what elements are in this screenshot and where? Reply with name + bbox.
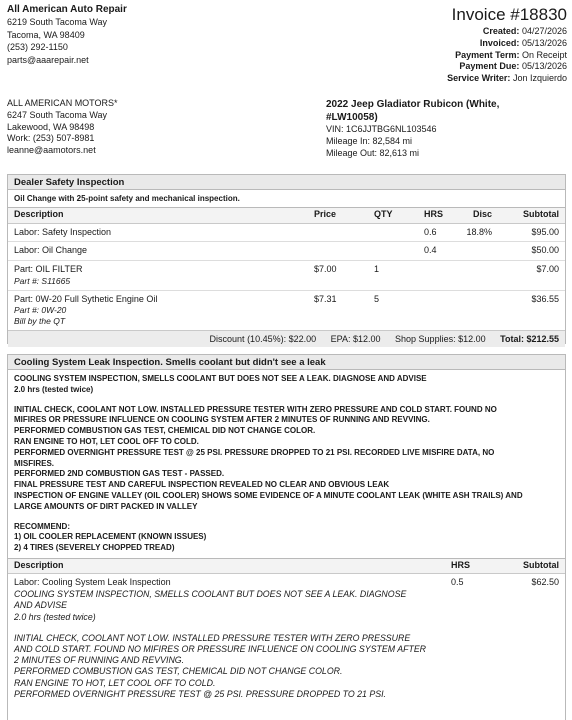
table-row	[8, 242, 565, 261]
col-subtotal: Subtotal	[498, 208, 565, 223]
created-date: 04/27/2026	[521, 26, 567, 36]
row-disc	[458, 242, 498, 261]
desc-line: INITIAL CHECK, COOLANT NOT LOW. INSTALLED PRESSURE TESTER WITH ZERO PRESSURE	[14, 632, 411, 643]
row-qty: 5	[374, 293, 380, 304]
note-line: COOLING SYSTEM INSPECTION, SMELLS COOLANT BUT DOES NOT SEE A LEAK. DIAGNOSE AND ADVISE	[14, 374, 427, 383]
created-label: Created:	[482, 26, 520, 36]
row-subtotal: $95.00	[498, 223, 565, 242]
part-number: Part #: S11665	[14, 275, 71, 286]
desc-line: PERFORMED COMBUSTION GAS TEST, CHEMICAL DID NOT CHANGE COLOR.	[14, 666, 343, 677]
row-hrs: 0.4	[418, 242, 458, 261]
payment-term: On Receipt	[521, 49, 567, 60]
row-hrs	[418, 290, 458, 330]
invoice-meta	[307, 4, 567, 85]
row-hrs: 0.5	[451, 577, 464, 588]
part-name: Part: OIL FILTER	[14, 263, 83, 274]
table-header-row	[8, 559, 565, 574]
row-description	[8, 260, 308, 290]
part-number: Part #: 0W-20	[14, 305, 67, 316]
dealer-safety-inspection-section	[7, 174, 566, 344]
customer-work-phone: Work: (253) 507-8981	[7, 133, 95, 144]
col-price: Price	[308, 208, 368, 223]
note-line: RAN ENGINE TO HOT, LET COOL OFF TO COLD.	[14, 436, 199, 446]
payment-due-row	[307, 61, 567, 73]
note-line: RECOMMEND:	[14, 521, 70, 531]
col-description: Description	[8, 559, 445, 574]
row-qty	[368, 223, 418, 242]
row-description	[8, 290, 308, 330]
section-title: Cooling System Leak Inspection. Smells coolant but didn't see a leak	[8, 355, 565, 370]
note-line: PERFORMED COMBUSTION GAS TEST, CHEMICAL DID NOT CHANGE COLOR.	[14, 426, 316, 436]
desc-line: AND COLD START. FOUND NO MIFIRES OR PRESSURE INFLUENCE ON COOLING SYSTEM AFTER	[14, 643, 427, 654]
desc-line: 2 MINUTES OF RUNNING AND REVVING.	[14, 655, 185, 666]
labor-name: Labor: Cooling System Leak Inspection	[14, 577, 171, 588]
note-line: MIFIRES OR PRESSURE INFLUENCE ON COOLING SYSTEM AFTER 2 MINUTES OF RUNNING AND REVVING.	[14, 415, 430, 425]
row-qty: 1	[368, 260, 418, 290]
payment-term-row	[307, 50, 567, 62]
row-disc	[458, 260, 498, 290]
vehicle-mileage-in: Mileage In: 82,584 mi	[326, 135, 413, 146]
section-note	[8, 370, 565, 559]
row-description: Labor: Oil Change	[8, 242, 308, 261]
table-row	[8, 223, 565, 242]
shop-info	[7, 4, 247, 66]
service-writer: Jon Izquierdo	[512, 73, 567, 84]
row-price	[308, 242, 368, 261]
line-items-table	[8, 208, 565, 330]
col-subtotal: Subtotal	[495, 559, 565, 574]
table-row	[8, 290, 565, 330]
invoice-number: Invoice #18830	[451, 5, 567, 24]
epa-fee: EPA: $12.00	[330, 334, 381, 345]
shop-supplies-fee: Shop Supplies: $12.00	[395, 334, 486, 345]
note-line: INSPECTION OF ENGINE VALLEY (OIL COOLER) SHOWS SOME EVIDENCE OF A MINUTE COOLANT LEAK (WHITE ASH TRAILS) AND	[14, 490, 523, 500]
desc-line: RAN ENGINE TO HOT, LET COOL OFF TO COLD.	[14, 677, 216, 688]
part-name: Part: 0W-20 Full Sythetic Engine Oil	[14, 293, 158, 304]
customer-address-line2: Lakewood, WA 98498	[7, 121, 95, 132]
cooling-system-section	[7, 354, 566, 720]
discount-total: Discount (10.45%): $22.00	[209, 334, 317, 345]
col-hrs: HRS	[418, 208, 458, 223]
row-disc	[458, 290, 498, 330]
shop-address-line2: Tacoma, WA 98409	[7, 29, 85, 40]
section-total: Total: $212.55	[500, 334, 559, 345]
desc-line: PERFORMED OVERNIGHT PRESSURE TEST @ 25 PSI. PRESSURE DROPPED TO 21 PSI.	[14, 688, 386, 699]
row-price: $7.00	[308, 260, 368, 290]
table-row	[8, 574, 565, 703]
note-line: 2.0 hrs (tested twice)	[14, 384, 94, 394]
row-hrs	[418, 260, 458, 290]
vehicle-vin: VIN: 1C6JJTBG6NL103546	[326, 124, 437, 134]
service-writer-label: Service Writer:	[447, 73, 511, 84]
created-row	[307, 26, 567, 38]
col-disc: Disc	[458, 208, 498, 223]
row-description	[8, 574, 445, 703]
vehicle-title-line1: 2022 Jeep Gladiator Rubicon (White,	[326, 99, 500, 110]
desc-line: COOLING SYSTEM INSPECTION, SMELLS COOLANT BUT DOES NOT SEE A LEAK. DIAGNOSE	[14, 589, 407, 600]
payment-term-label: Payment Term:	[455, 49, 520, 60]
invoiced-row	[307, 38, 567, 50]
col-qty: QTY	[368, 208, 418, 223]
invoice-header	[7, 4, 567, 94]
customer-address-line1: 6247 South Tacoma Way	[7, 109, 108, 120]
line-items-table	[8, 559, 565, 703]
row-subtotal: $62.50	[531, 577, 559, 588]
note-line: INITIAL CHECK, COOLANT NOT LOW. INSTALLED PRESSURE TESTER WITH ZERO PRESSURE AND COLD START. FOUND NO	[14, 404, 497, 414]
labor-description	[14, 589, 439, 700]
note-line: PERFORMED 2ND COMBUSTION GAS TEST - PASSED.	[14, 469, 225, 479]
invoiced-date: 05/13/2026	[521, 37, 567, 48]
invoiced-label: Invoiced:	[479, 37, 520, 48]
row-disc: 18.8%	[458, 223, 498, 242]
vehicle-info	[326, 98, 566, 159]
row-price: $7.31	[314, 293, 337, 304]
note-line: FINAL PRESSURE TEST AND CAREFUL INSPECTION REVEALED NO CLEAR AND OBVIOUS LEAK	[14, 480, 390, 490]
row-qty	[368, 242, 418, 261]
row-subtotal: $7.00	[498, 260, 565, 290]
section-note: Oil Change with 25-point safety and mechanical inspection.	[8, 190, 565, 208]
customer-email: leanne@aamotors.net	[7, 145, 96, 156]
desc-line: 2.0 hrs (tested twice)	[14, 611, 96, 622]
table-header-row	[8, 208, 565, 223]
customer-info	[7, 98, 247, 157]
shop-address-line1: 6219 South Tacoma Way	[7, 17, 108, 28]
shop-name: All American Auto Repair	[7, 4, 127, 15]
section-title: Dealer Safety Inspection	[8, 175, 565, 190]
shop-phone: (253) 292-1150	[7, 42, 68, 53]
row-description: Labor: Safety Inspection	[8, 223, 308, 242]
row-hrs: 0.6	[418, 223, 458, 242]
vehicle-title-line2: #LW10058)	[326, 112, 378, 123]
note-line: 1) OIL COOLER REPLACEMENT (KNOWN ISSUES)	[14, 532, 207, 542]
note-line: 2) 4 TIRES (SEVERELY CHOPPED TREAD)	[14, 543, 175, 553]
table-row	[8, 260, 565, 290]
col-description: Description	[8, 208, 308, 223]
shop-email: parts@aaarepair.net	[7, 54, 89, 65]
totals-row	[8, 330, 565, 347]
vehicle-mileage-out: Mileage Out: 82,613 mi	[326, 147, 420, 158]
note-line: MISFIRES.	[14, 458, 55, 468]
desc-line: AND ADVISE	[14, 600, 67, 611]
note-line: LARGE AMOUNTS OF DIRT PACKED IN VALLEY	[14, 501, 198, 511]
row-subtotal: $50.00	[498, 242, 565, 261]
col-hrs: HRS	[445, 559, 495, 574]
row-subtotal: $36.55	[531, 293, 559, 304]
note-line: PERFORMED OVERNIGHT PRESSURE TEST @ 25 PSI. PRESSURE DROPPED TO 21 PSI. RECORDED LIVE MISFIRE DATA, NO	[14, 447, 495, 457]
part-note: Bill by the QT	[14, 316, 66, 327]
row-price	[308, 223, 368, 242]
payment-due-label: Payment Due:	[459, 61, 520, 72]
customer-name: ALL AMERICAN MOTORS*	[7, 98, 118, 108]
payment-due: 05/13/2026	[521, 61, 567, 72]
service-writer-row	[307, 73, 567, 85]
